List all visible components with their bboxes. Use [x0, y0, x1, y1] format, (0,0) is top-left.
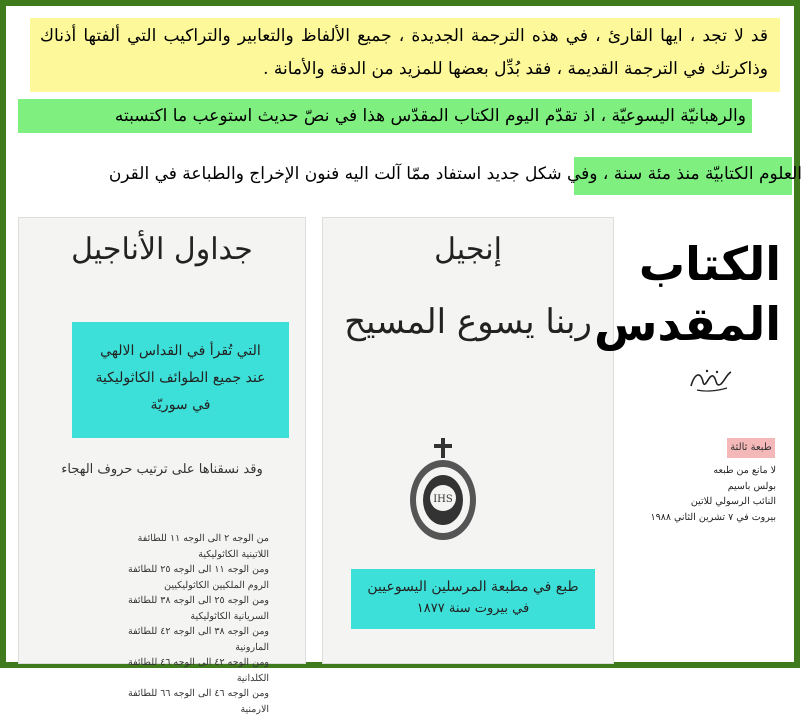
tables-page-title: جداول الأناجيل — [71, 232, 253, 267]
paragraph2-line2-rest: وفي شكل جديد استفاد ممّا آلت اليه فنون الإخراج والطباعة في القرن — [108, 164, 603, 184]
paragraph2-line1: والرهبانيّة اليسوعيّة ، اذ تقدّم اليوم الكتاب المقدّس هذا في نصّ حديث استوعب ما اكتسبته — [18, 99, 752, 133]
list-item: من الوجه ٢ الى الوجه ١١ للطائفة اللاتينية الكاثوليكية — [137, 533, 269, 560]
bible-title-logo — [593, 234, 781, 366]
paragraph2-highlighted-phrase: العلوم الكتابيّة منذ مئة سنة ، — [602, 164, 802, 184]
list-item: ومن الوجه ٤٢ الى الوجه ٤٦ للطائفة الكلدانية — [127, 657, 269, 684]
gospel-box-line2: في بيروت سنة ١٨٧٧ — [416, 601, 530, 616]
list-item: ومن الوجه ٤٦ الى الوجه ٦٦ للطائفة الارمنية — [127, 688, 269, 715]
gospel-title-page — [322, 217, 614, 664]
ihs-emblem-icon — [408, 438, 478, 544]
list-item: ومن الوجه ١١ الى الوجه ٢٥ للطائفة الروم الملكيين الكاثوليكيين — [127, 564, 269, 591]
logo-line1: الكتاب — [638, 237, 781, 291]
tables-box-line3: في سوريّة — [150, 397, 211, 413]
gospel-tables-page — [18, 217, 306, 715]
imprimatur-line: بولس باسيم — [727, 480, 776, 492]
edition-badge: طبعة ثالثة — [727, 438, 775, 458]
gospel-box-line1: طبع في مطبعة المرسلين اليسوعيين — [367, 579, 579, 595]
imprimatur-line: لا مانع من طبعه — [713, 465, 776, 476]
tables-highlight-box — [72, 322, 289, 438]
paragraph2-line2 — [6, 157, 808, 191]
gospel-title-line1: إنجيل — [434, 232, 502, 267]
logo-line2: المقدس — [593, 297, 781, 351]
emblem-text: IHS — [433, 494, 453, 505]
tables-box-line2: عند جميع الطوائف الكاثوليكية — [95, 370, 266, 386]
imprimatur-line: بيروت في ٧ تشرين الثاني ١٩٨٨ — [650, 511, 776, 523]
signature-icon — [687, 366, 733, 394]
list-item: ومن الوجه ٢٥ الى الوجه ٣٨ للطائفة السريانية الكاثوليكية — [127, 595, 269, 622]
tables-box-line1: التي تُقرأ في القداس الالهي — [100, 343, 261, 359]
list-item: ومن الوجه ٣٨ الى الوجه ٤٢ للطائفة المارونية — [127, 626, 269, 653]
tables-subtitle: وقد نسقناها على ترتيب حروف الهجاء — [61, 462, 263, 477]
tables-contents-list — [109, 531, 269, 717]
intro-paragraph: قد لا تجد ، ايها القارئ ، في هذه الترجمة الجديدة ، جميع الألفاظ والتعابير والتراكيب التي ألفتها أذناك وذاكرتك في الترجمة القديمة ، فقد بُدِّل بعضها للمزيد من الدقة والأمانة . — [30, 18, 780, 92]
gospel-highlight-box — [351, 569, 595, 629]
gospel-title-line2: ربنا يسوع المسيح — [344, 302, 592, 342]
imprimatur-block — [646, 463, 776, 525]
imprimatur-line: النائب الرسولي للاتين — [690, 496, 776, 507]
